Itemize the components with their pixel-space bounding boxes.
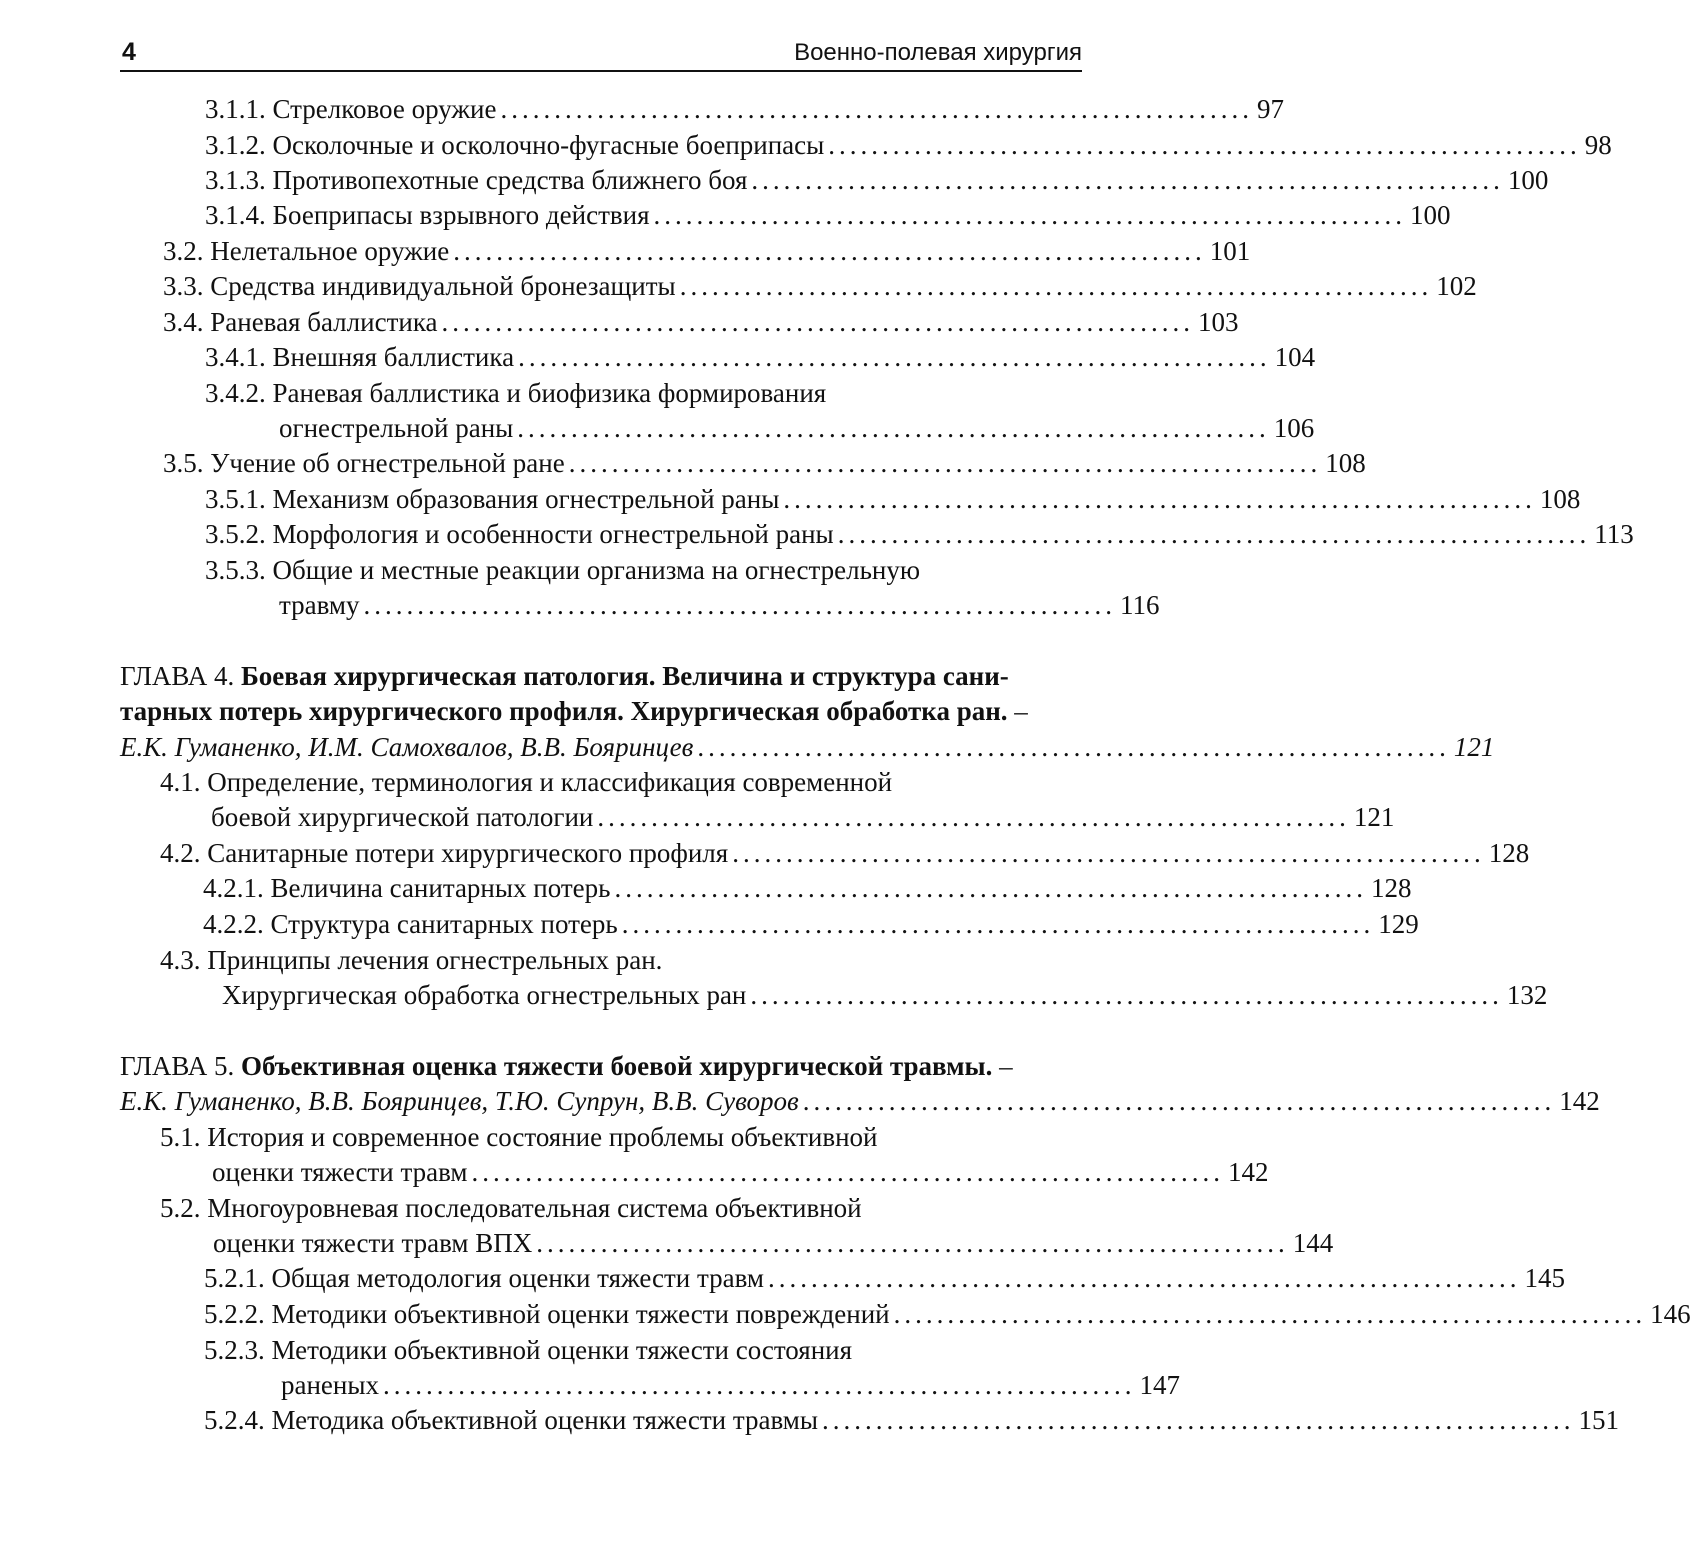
dash: – — [1014, 696, 1028, 726]
toc-entry-5-1[interactable] — [212, 1155, 1082, 1189]
leader-dots: ...................................................................... — [751, 163, 1504, 197]
chapter-5-heading[interactable] — [120, 1049, 1013, 1083]
toc-page-number: 142 — [1228, 1155, 1269, 1189]
toc-page-number: 121 — [1454, 730, 1495, 764]
leader-dots: ...................................................................... — [364, 588, 1117, 622]
chapter-title: Боевая хирургическая патология. Величина и структура сани- — [241, 661, 1009, 691]
toc-entry-3-4-2[interactable] — [279, 411, 1082, 445]
toc-page-number: 100 — [1410, 198, 1451, 232]
toc-entry-label: 3.2. Нелетальное оружие — [163, 234, 449, 268]
toc-entry-3-4-1[interactable] — [205, 340, 1082, 374]
toc-entry-label: 3.1.1. Стрелковое оружие — [205, 92, 497, 126]
leader-dots: ...................................................................... — [453, 234, 1206, 268]
toc-page-number: 108 — [1540, 482, 1581, 516]
toc-page-number: 106 — [1274, 411, 1315, 445]
toc-page-number: 100 — [1508, 163, 1549, 197]
toc-page-number: 102 — [1436, 269, 1477, 303]
toc-page-number: 113 — [1594, 517, 1634, 551]
dash: – — [999, 1051, 1013, 1081]
toc-entry-3-5-3[interactable] — [279, 588, 1082, 622]
leader-dots: ...................................................................... — [654, 198, 1407, 232]
leader-dots: ...................................................................... — [697, 730, 1450, 764]
toc-entry-label: 3.4. Раневая баллистика — [163, 305, 438, 339]
chapter-4-authors[interactable] — [120, 730, 1082, 764]
leader-dots: ...................................................................... — [518, 340, 1271, 374]
toc-entry-label: раненых — [281, 1368, 379, 1402]
leader-dots: ...................................................................... — [569, 446, 1322, 480]
toc-entry-label: 4.2.2. Структура санитарных потерь — [203, 907, 618, 941]
toc-entry-5-2-1[interactable] — [204, 1261, 1082, 1295]
toc-entry-label: 3.4.1. Внешняя баллистика — [205, 340, 514, 374]
chapter-4-heading[interactable] — [120, 659, 1009, 693]
chapter-title: тарных потерь хирургического профиля. Хирургическая обработка ран. — [120, 696, 1008, 726]
toc-entry-label: боевой хирургической патологии — [211, 800, 593, 834]
toc-entry-3-4-2-title[interactable]: 3.4.2. Раневая баллистика и биофизика формирования — [205, 376, 826, 410]
toc-entry-3-1-4[interactable] — [205, 198, 1082, 232]
toc-entry-label: 5.2.2. Методики объективной оценки тяжести повреждений — [204, 1297, 890, 1331]
running-header — [120, 38, 1082, 72]
toc-entry-4-2-2[interactable] — [203, 907, 1082, 941]
toc-page-number: 142 — [1559, 1084, 1600, 1118]
toc-entry-5-2-2[interactable] — [204, 1297, 1082, 1331]
toc-entry-label: 3.1.2. Осколочные и осколочно-фугасные боеприпасы — [205, 128, 824, 162]
leader-dots: ...................................................................... — [442, 305, 1195, 339]
toc-entry-label: 3.5.1. Механизм образования огнестрельной раны — [205, 482, 779, 516]
leader-dots: ...................................................................... — [828, 128, 1581, 162]
toc-entry-3-1-2[interactable] — [205, 128, 1082, 162]
toc-entry-3-5-1[interactable] — [205, 482, 1082, 516]
toc-entry-4-3-title[interactable]: 4.3. Принципы лечения огнестрельных ран. — [160, 943, 662, 977]
toc-page-number: 97 — [1257, 92, 1284, 126]
toc-page-number: 103 — [1198, 305, 1239, 339]
toc-entry-4-1-title[interactable]: 4.1. Определение, терминология и классификация современной — [160, 765, 892, 799]
leader-dots: ...................................................................... — [783, 482, 1536, 516]
toc-page-number: 108 — [1325, 446, 1366, 480]
toc-entry-3-1-3[interactable] — [205, 163, 1082, 197]
toc-entry-label: 3.3. Средства индивидуальной бронезащиты — [163, 269, 676, 303]
toc-page-number: 128 — [1489, 836, 1530, 870]
toc-page-number: 146 — [1650, 1297, 1691, 1331]
toc-entry-3-4[interactable] — [163, 305, 1082, 339]
leader-dots: ...................................................................... — [536, 1226, 1289, 1260]
toc-page-number: 132 — [1507, 978, 1548, 1012]
leader-dots: ...................................................................... — [622, 907, 1375, 941]
toc-entry-3-5-3-title[interactable]: 3.5.3. Общие и местные реакции организма на огнестрельную — [205, 553, 920, 587]
toc-entry-5-2-3[interactable] — [281, 1368, 1082, 1402]
leader-dots: ...................................................................... — [732, 836, 1485, 870]
leader-dots: ...................................................................... — [517, 411, 1270, 445]
toc-entry-label: травму — [279, 588, 360, 622]
toc-entry-label: 4.2.1. Величина санитарных потерь — [203, 871, 610, 905]
toc-page-number: 116 — [1120, 588, 1160, 622]
chapter-5-authors[interactable] — [120, 1084, 1082, 1118]
toc-page-number: 151 — [1578, 1403, 1619, 1437]
book-title: Военно-полевая хирургия — [794, 39, 1082, 67]
leader-dots: ...................................................................... — [383, 1368, 1136, 1402]
toc-entry-3-5-2[interactable] — [205, 517, 1082, 551]
toc-entry-4-2[interactable] — [160, 836, 1082, 870]
toc-page-number: 145 — [1524, 1261, 1565, 1295]
toc-entry-label: 5.2.4. Методика объективной оценки тяжести травмы — [204, 1403, 818, 1437]
toc-page-number: 129 — [1378, 907, 1419, 941]
leader-dots: ...................................................................... — [472, 1155, 1225, 1189]
leader-dots: ...................................................................... — [894, 1297, 1647, 1331]
leader-dots: ...................................................................... — [838, 517, 1591, 551]
toc-entry-label: 3.1.4. Боеприпасы взрывного действия — [205, 198, 650, 232]
leader-dots: ...................................................................... — [768, 1261, 1521, 1295]
document-page — [0, 0, 1200, 1565]
toc-page-number: 147 — [1140, 1368, 1181, 1402]
toc-entry-5-1-title[interactable]: 5.1. История и современное состояние проблемы объективной — [160, 1120, 877, 1154]
chapter-prefix: ГЛАВА 4. — [120, 661, 234, 691]
leader-dots: ...................................................................... — [501, 92, 1254, 126]
toc-entry-4-1[interactable] — [211, 800, 1082, 834]
page-number: 4 — [122, 38, 136, 67]
chapter-authors: Е.К. Гуманенко, И.М. Самохвалов, В.В. Бояринцев — [120, 730, 693, 764]
toc-entry-label: Хирургическая обработка огнестрельных ран — [222, 978, 746, 1012]
toc-entry-5-2[interactable] — [213, 1226, 1082, 1260]
toc-entry-5-2-3-title[interactable]: 5.2.3. Методики объективной оценки тяжести состояния — [204, 1333, 852, 1367]
leader-dots: ...................................................................... — [822, 1403, 1575, 1437]
toc-page-number: 121 — [1354, 800, 1395, 834]
chapter-authors: Е.К. Гуманенко, В.В. Бояринцев, Т.Ю. Супрун, В.В. Суворов — [120, 1084, 799, 1118]
chapter-4-heading-cont — [120, 694, 1028, 728]
leader-dots: ...................................................................... — [680, 269, 1433, 303]
leader-dots: ...................................................................... — [614, 871, 1367, 905]
toc-page-number: 144 — [1293, 1226, 1334, 1260]
chapter-prefix: ГЛАВА 5. — [120, 1051, 234, 1081]
toc-entry-label: 4.2. Санитарные потери хирургического профиля — [160, 836, 728, 870]
toc-entry-label: 3.1.3. Противопехотные средства ближнего боя — [205, 163, 747, 197]
toc-entry-3-2[interactable] — [163, 234, 1082, 268]
toc-entry-4-2-1[interactable] — [203, 871, 1082, 905]
toc-entry-3-1-1[interactable] — [205, 92, 1082, 126]
toc-page-number: 128 — [1371, 871, 1412, 905]
toc-entry-5-2-title[interactable]: 5.2. Многоуровневая последовательная система объективной — [160, 1191, 862, 1225]
leader-dots: ...................................................................... — [597, 800, 1350, 834]
leader-dots: ...................................................................... — [750, 978, 1503, 1012]
toc-entry-3-5[interactable] — [163, 446, 1082, 480]
toc-entry-label: оценки тяжести травм — [212, 1155, 468, 1189]
toc-entry-3-3[interactable] — [163, 269, 1082, 303]
toc-entry-label: 3.5.2. Морфология и особенности огнестрельной раны — [205, 517, 834, 551]
toc-entry-5-2-4[interactable] — [204, 1403, 1082, 1437]
toc-page-number: 101 — [1210, 234, 1251, 268]
toc-entry-4-3[interactable] — [222, 978, 1082, 1012]
toc-page-number: 104 — [1275, 340, 1316, 374]
toc-entry-label: 5.2.1. Общая методология оценки тяжести травм — [204, 1261, 764, 1295]
toc-entry-label: оценки тяжести травм ВПХ — [213, 1226, 532, 1260]
chapter-title: Объективная оценка тяжести боевой хирургической травмы. — [241, 1051, 992, 1081]
toc-entry-label: огнестрельной раны — [279, 411, 513, 445]
leader-dots: ...................................................................... — [803, 1084, 1556, 1118]
toc-page-number: 98 — [1585, 128, 1612, 162]
toc-entry-label: 3.5. Учение об огнестрельной ране — [163, 446, 565, 480]
